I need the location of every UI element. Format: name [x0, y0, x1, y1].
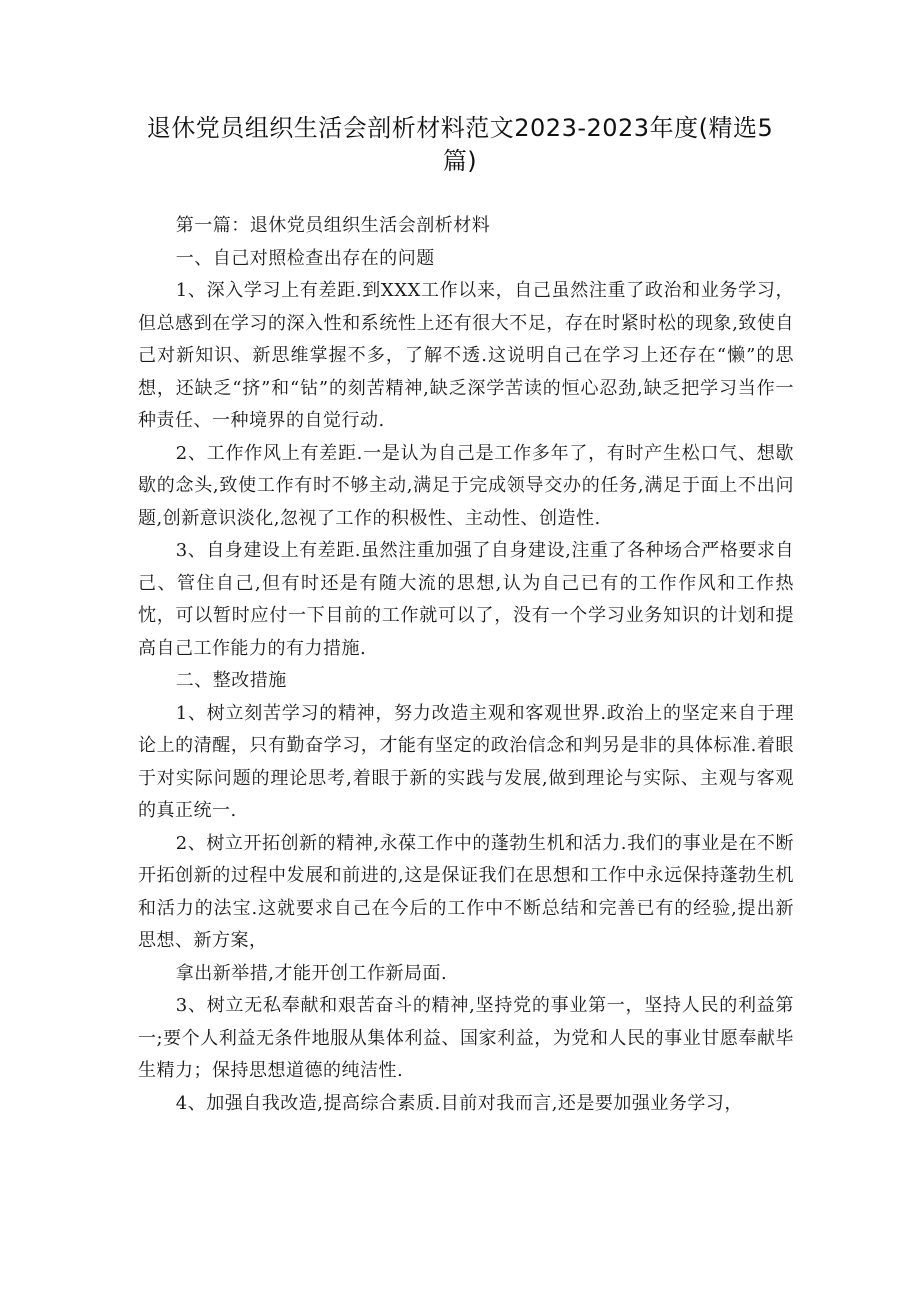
subsection-heading: 一、自己对照检查出存在的问题	[175, 247, 435, 269]
document-body	[138, 210, 794, 1120]
body-paragraph: 3、树立无私奉献和艰苦奋斗的精神,坚持党的事业第一，坚持人民的利益第一;要个人利益无条件地服从集体利益、国家利益，为党和人民的事业甘愿奉献毕生精力；保持思想道德的纯洁性.	[138, 995, 794, 1081]
subsection-heading: 二、整改措施	[175, 670, 287, 691]
body-paragraph: 2、树立开拓创新的精神,永葆工作中的蓬勃生机和活力.我们的事业是在不断开拓创新的过程中发展和前进的,这是保证我们在思想和工作中永远保持蓬勃生机和活力的法宝.这就要求自己在今后的工作中不断总结和完善已有的经验,提出新思想、新方案，	[138, 832, 794, 951]
body-paragraph: 1、树立刻苦学习的精神，努力改造主观和客观世界.政治上的坚定来自于理论上的清醒，只有勤奋学习，才能有坚定的政治信念和判另是非的具体标准.着眼于对实际问题的理论思考,着眼于新的实践与发展,做到理论与实际、主观与客观的真正统一.	[138, 702, 794, 821]
section-heading: 第一篇：退休党员组织生活会剖析材料	[175, 215, 491, 236]
body-paragraph: 1、深入学习上有差距.到XXX工作以来，自己虽然注重了政治和业务学习，但总感到在学习的深入性和系统性上还有很大不足，存在时紧时松的现象,致使自己对新知识、新思维掌握不多，了解不透.这说明自己在学习上还存在“懒”的思想，还缺乏“挤”和“钻”的刻苦精神,缺乏深学苦读的恒心忍劲,缺乏把学习当作一种责任、一种境界的自觉行动.	[138, 280, 794, 431]
body-paragraph: 拿出新举措,才能开创工作新局面.	[175, 962, 448, 984]
body-paragraph: 4、加强自我改造,提高综合素质.目前对我而言,还是要加强业务学习，	[175, 1092, 743, 1114]
body-paragraph: 3、自身建设上有差距.虽然注重加强了自身建设,注重了各种场合严格要求自己、管住自己,但有时还是有随大流的思想,认为自己已有的工作作风和工作热忱，可以暂时应付一下目前的工作就可以了，没有一个学习业务知识的计划和提高自己工作能力的有力措施.	[138, 540, 794, 659]
body-paragraph: 2、工作作风上有差距.一是认为自己是工作多年了，有时产生松口气、想歇歇的念头,致使工作有时不够主动,满足于完成领导交办的任务,满足于面上不出问题,创新意识淡化,忽视了工作的积极性、主动性、创造性.	[138, 442, 794, 529]
document-title: 退休党员组织生活会剖析材料范文2023-2023年度(精选5篇)	[146, 114, 774, 175]
